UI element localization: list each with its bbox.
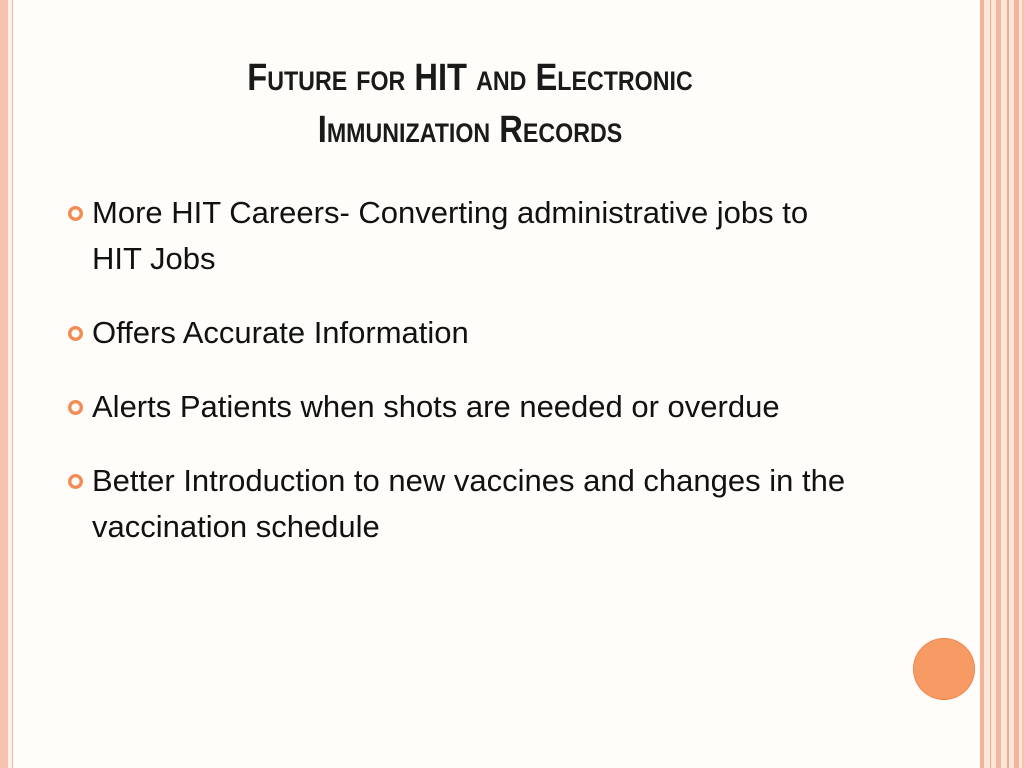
circle-decoration-icon [913,638,975,700]
right-stripe-band [980,0,1024,768]
slide-title [135,52,806,156]
right-stripe [1014,0,1019,768]
ring-bullet-icon [67,325,84,342]
bullet-text: Better Introduction to new vaccines and changes in the vaccination schedule [92,463,846,544]
bullet-text: More HIT Careers- Converting administrative jobs to HIT Jobs [92,195,809,276]
right-stripe [996,0,1001,768]
ring-bullet-icon [67,399,84,416]
ring-bullet-icon [67,473,84,490]
bullet-item [62,310,852,356]
bullet-list [62,190,852,578]
bullet-item [62,190,852,282]
bullet-item [62,458,852,550]
bullet-text: Alerts Patients when shots are needed or overdue [92,389,780,424]
ring-bullet-icon [67,205,84,222]
slide-title-line-2: Immunization Records [317,109,623,151]
bullet-item [62,384,852,430]
slide-title-line-1: Future for HIT and Electronic [247,57,693,99]
right-stripe [1007,0,1009,768]
left-decorative-bar [0,0,8,768]
right-stripe [990,0,991,768]
right-stripe [980,0,984,768]
bullet-text: Offers Accurate Information [92,315,469,350]
